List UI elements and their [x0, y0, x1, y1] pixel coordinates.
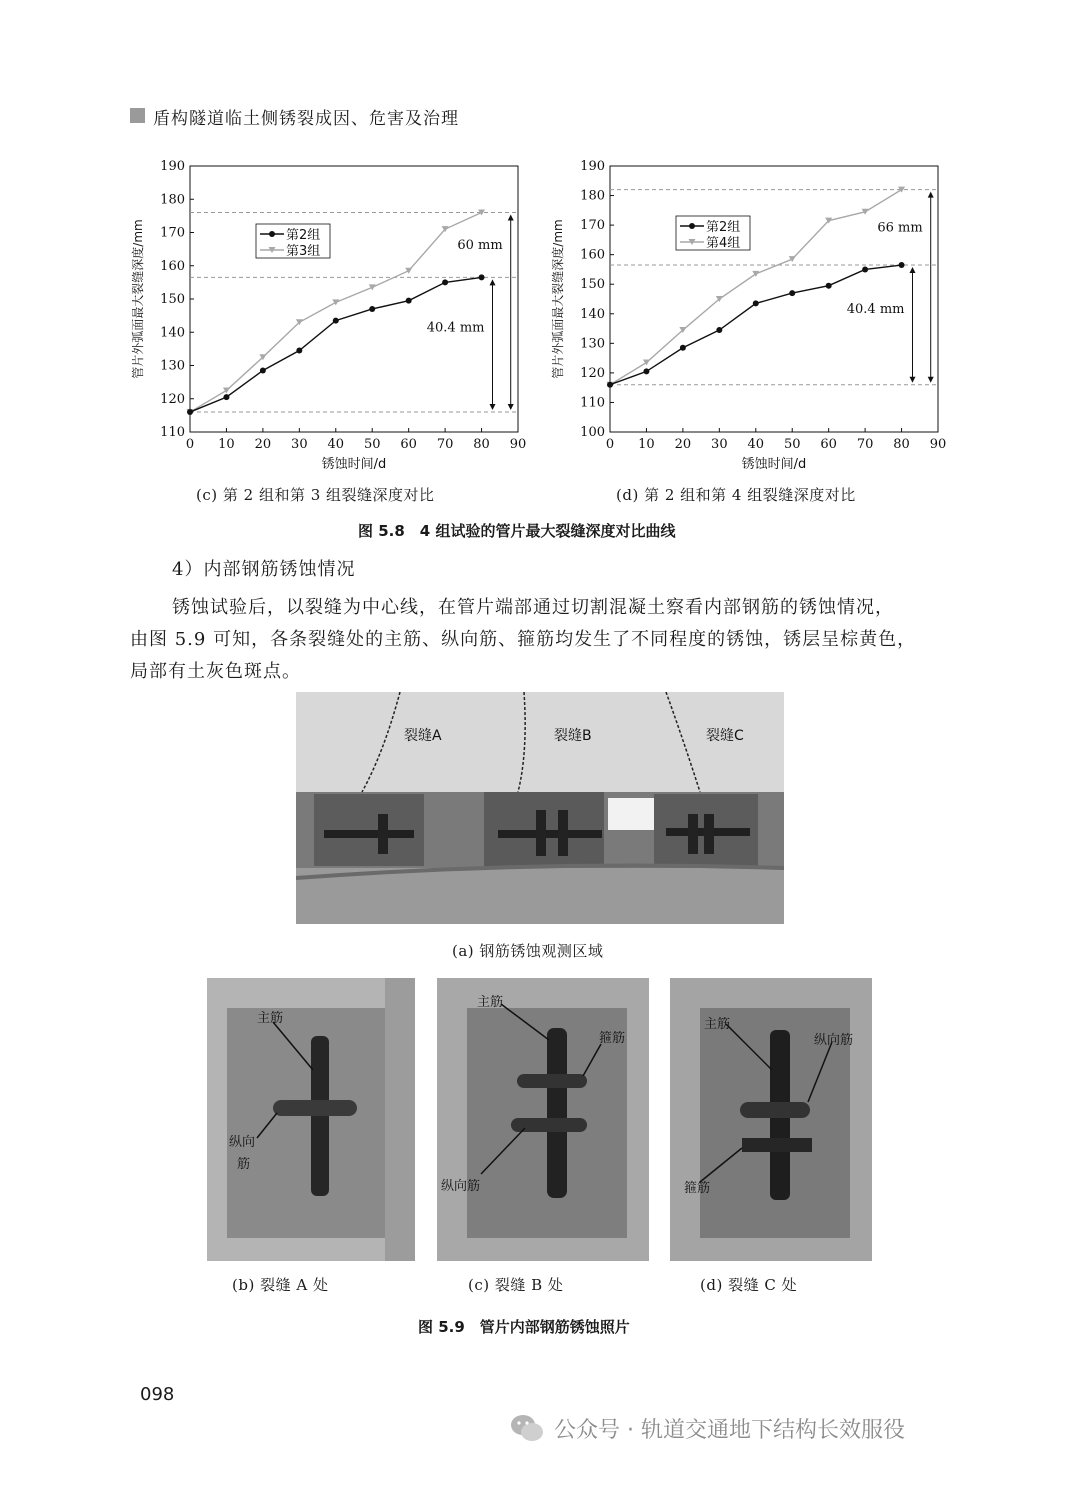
y-tick-label: 150: [580, 277, 605, 293]
data-point: [716, 327, 722, 333]
legend-label: 第2组: [286, 228, 321, 243]
series-line-1: [190, 277, 482, 412]
y-tick-label: 160: [580, 247, 605, 263]
y-tick-label: 170: [160, 225, 185, 241]
plot-frame: [190, 166, 518, 432]
y-tick-label: 170: [580, 218, 605, 234]
watermark: [510, 1410, 905, 1446]
y-tick-label: 190: [580, 159, 605, 174]
label-main-bar-c: 主筋: [477, 995, 504, 1010]
label-main-bar-b: 主筋: [257, 1011, 284, 1026]
x-tick-label: 80: [473, 437, 490, 452]
annotation-group2: 40.4 mm: [426, 320, 485, 336]
x-tick-label: 30: [711, 437, 728, 452]
wechat-icon: [510, 1413, 544, 1443]
label-crack-c: 裂缝C: [706, 728, 744, 744]
data-point: [442, 279, 448, 285]
y-tick-label: 110: [580, 395, 605, 411]
chart-d: [540, 150, 960, 480]
y-axis-label: 管片外弧面最大裂缝深度/mm: [551, 219, 565, 379]
photo-crack-b: [437, 978, 649, 1261]
data-point: [789, 290, 795, 296]
watermark-text: 公众号 · 轨道交通地下结构长效服役: [554, 1417, 905, 1443]
chart-d-plot: [540, 150, 960, 480]
y-tick-label: 150: [160, 292, 185, 307]
label-crack-b: 裂缝B: [554, 728, 592, 744]
x-tick-label: 50: [783, 437, 801, 452]
y-axis-label: 管片外弧面最大裂缝深度/mm: [131, 219, 145, 379]
label-long-bar-b-2: 筋: [237, 1157, 251, 1172]
data-point: [680, 345, 686, 351]
data-point: [643, 368, 649, 374]
series-line-1: [610, 265, 902, 385]
arrow-head: [928, 192, 934, 198]
x-tick-label: 80: [893, 437, 910, 452]
x-tick-label: 70: [856, 437, 874, 452]
page-number: 098: [140, 1384, 175, 1405]
data-point: [753, 300, 759, 306]
x-tick-label: 90: [509, 437, 527, 452]
label-long-bar-d: 纵向筋: [814, 1033, 854, 1048]
x-tick-label: 20: [254, 437, 272, 452]
photo-crack-a: [207, 978, 415, 1261]
photo-b-drawing: [207, 978, 415, 1261]
caption-photo-c: (c) 裂缝 B 处: [468, 1276, 564, 1294]
data-point: [406, 298, 412, 304]
legend-label: 第3组: [286, 244, 321, 259]
y-tick-label: 110: [160, 425, 185, 440]
chart-c: [120, 150, 540, 480]
x-tick-label: 60: [820, 437, 837, 452]
x-tick-label: 0: [605, 437, 615, 452]
y-tick-label: 160: [160, 258, 185, 274]
label-stirrup-c: 箍筋: [599, 1031, 626, 1046]
y-tick-label: 190: [160, 159, 185, 174]
x-tick-label: 50: [363, 437, 381, 452]
x-tick-label: 10: [218, 437, 235, 452]
annotation-group2: 40.4 mm: [846, 302, 905, 318]
legend-label: 第2组: [706, 220, 741, 235]
data-point: [333, 318, 339, 324]
caption-photo-b: (b) 裂缝 A 处: [232, 1276, 329, 1294]
label-long-bar-b-1: 纵向: [229, 1135, 256, 1150]
data-point: [260, 367, 266, 373]
data-point: [369, 284, 376, 290]
arrow-head: [928, 377, 934, 383]
y-tick-label: 120: [580, 365, 605, 381]
data-point: [899, 262, 905, 268]
paragraph-line-3: 局部有土灰色斑点。: [130, 661, 301, 682]
data-point: [789, 256, 796, 262]
header-marker: [130, 108, 145, 123]
x-tick-label: 40: [747, 437, 765, 452]
y-tick-label: 100: [580, 425, 605, 440]
figure-5-9-caption: 图 5.9 管片内部钢筋锈蚀照片: [418, 1318, 630, 1336]
photo-a-drawing: [296, 692, 784, 924]
caption-chart-c: (c) 第 2 组和第 3 组裂缝深度对比: [196, 486, 435, 504]
y-tick-label: 140: [580, 306, 605, 322]
x-tick-label: 60: [400, 437, 417, 452]
data-point: [296, 348, 302, 354]
data-point: [187, 409, 193, 415]
data-point: [223, 394, 229, 400]
x-tick-label: 90: [929, 437, 947, 452]
legend-marker: [269, 231, 275, 237]
legend-label: 第4组: [706, 236, 741, 251]
figure-5-8-caption: 图 5.8 4 组试验的管片最大裂缝深度对比曲线: [358, 522, 676, 540]
label-stirrup-d: 箍筋: [684, 1181, 711, 1196]
photo-observation-area: [296, 692, 784, 924]
x-tick-label: 30: [291, 437, 308, 452]
photo-crack-c: [670, 978, 872, 1261]
series-line-2: [190, 213, 482, 412]
caption-photo-a: (a) 钢筋锈蚀观测区域: [452, 942, 604, 960]
arrow-head: [508, 404, 514, 410]
data-point: [607, 382, 613, 388]
y-tick-label: 120: [160, 391, 185, 407]
y-tick-label: 180: [160, 192, 185, 208]
chart-c-plot: [120, 150, 540, 480]
x-axis-label: 锈蚀时间/d: [741, 457, 807, 472]
data-point: [479, 274, 485, 280]
data-point: [826, 283, 832, 289]
arrow-head: [909, 267, 915, 273]
label-long-bar-c: 纵向筋: [441, 1179, 481, 1194]
legend-marker: [689, 223, 695, 229]
label-main-bar-d: 主筋: [704, 1017, 731, 1032]
x-tick-label: 40: [327, 437, 345, 452]
annotation-total: 66 mm: [877, 220, 923, 236]
y-tick-label: 130: [160, 358, 185, 374]
series-line-2: [610, 190, 902, 385]
y-tick-label: 180: [580, 188, 605, 204]
data-point: [405, 268, 412, 274]
caption-chart-d: (d) 第 2 组和第 4 组裂缝深度对比: [616, 486, 856, 504]
x-tick-label: 0: [185, 437, 195, 452]
y-tick-label: 130: [580, 336, 605, 352]
photo-d-drawing: [670, 978, 872, 1261]
paragraph-line-2: 由图 5.9 可知，各条裂缝处的主筋、纵向筋、箍筋均发生了不同程度的锈蚀，锈层呈棕黄色，: [130, 629, 917, 650]
section-heading: 4）内部钢筋锈蚀情况: [172, 559, 356, 580]
caption-photo-d: (d) 裂缝 C 处: [700, 1276, 798, 1294]
x-tick-label: 70: [436, 437, 454, 452]
x-tick-label: 20: [674, 437, 692, 452]
data-point: [862, 266, 868, 272]
data-point: [369, 306, 375, 312]
y-tick-label: 140: [160, 325, 185, 341]
plot-frame: [610, 166, 938, 432]
annotation-total: 60 mm: [457, 237, 503, 253]
x-tick-label: 10: [638, 437, 655, 452]
arrow-head: [489, 404, 495, 410]
arrow-head: [508, 215, 514, 221]
x-axis-label: 锈蚀时间/d: [321, 457, 387, 472]
running-header: 盾构隧道临土侧锈裂成因、危害及治理: [153, 109, 459, 129]
arrow-head: [489, 279, 495, 285]
photo-c-drawing: [437, 978, 649, 1261]
arrow-head: [909, 377, 915, 383]
paragraph-line-1: 锈蚀试验后，以裂缝为中心线，在管片端部通过切割混凝土察看内部钢筋的锈蚀情况，: [172, 597, 894, 618]
label-crack-a: 裂缝A: [404, 728, 442, 744]
